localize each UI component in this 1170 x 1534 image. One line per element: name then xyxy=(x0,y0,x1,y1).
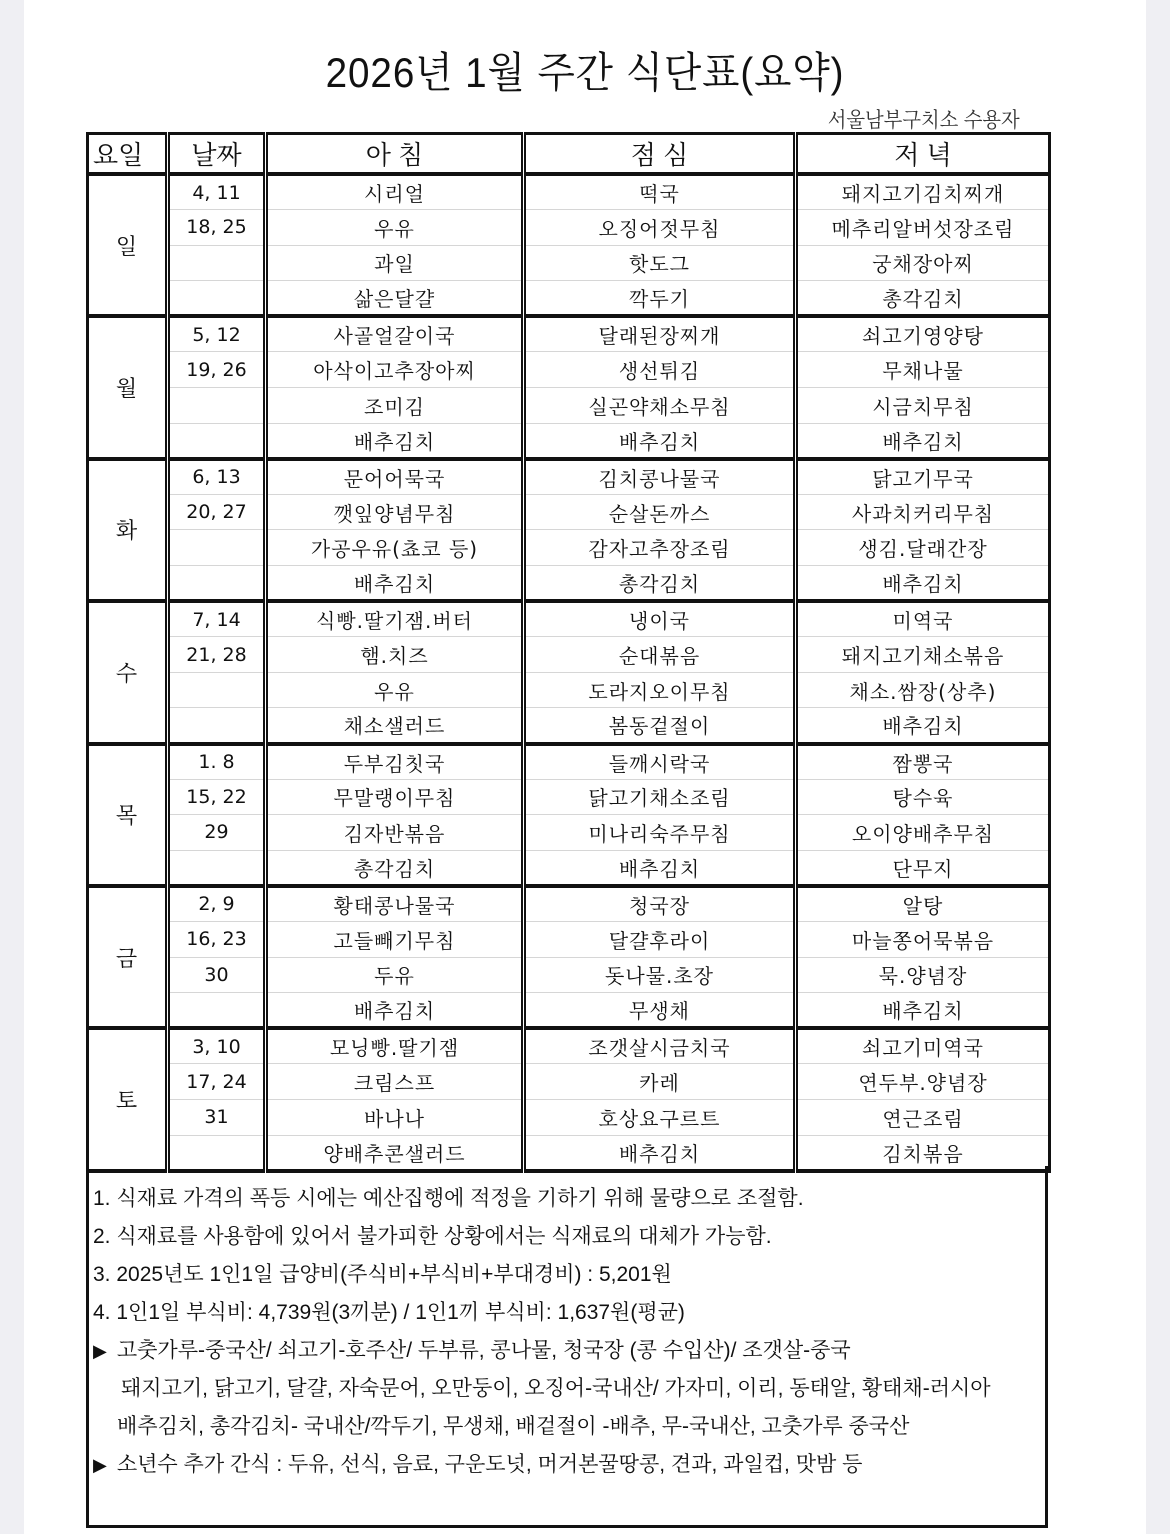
table-row xyxy=(88,1028,1050,1064)
dinner-cell: 단무지 xyxy=(796,850,1050,886)
day-cell: 금 xyxy=(88,886,168,1028)
page-title: 2026년 1월 주간 식단표(요약) xyxy=(325,49,845,96)
date-cell: 17, 24 xyxy=(168,1064,266,1100)
lunch-cell: 배추김치 xyxy=(524,1135,796,1171)
note-1: 1. 식재료 가격의 폭등 시에는 예산집행에 적정을 기하기 위해 물량으로 조절함. xyxy=(93,1187,804,1210)
breakfast-cell: 채소샐러드 xyxy=(266,708,524,744)
breakfast-cell: 두부김칫국 xyxy=(266,744,524,780)
breakfast-cell: 깻잎양념무침 xyxy=(266,494,524,530)
header-date: 날짜 xyxy=(168,134,266,175)
date-cell xyxy=(168,993,266,1029)
lunch-cell: 핫도그 xyxy=(524,245,796,281)
lunch-cell: 카레 xyxy=(524,1064,796,1100)
dinner-cell: 배추김치 xyxy=(796,708,1050,744)
table-row xyxy=(88,530,1050,566)
menu-body xyxy=(88,174,1050,1171)
day-cell: 수 xyxy=(88,601,168,743)
breakfast-cell: 식빵.딸기잼.버터 xyxy=(266,601,524,637)
lunch-cell: 총각김치 xyxy=(524,566,796,602)
table-row xyxy=(88,744,1050,780)
lunch-cell: 깍두기 xyxy=(524,281,796,317)
dinner-cell: 배추김치 xyxy=(796,423,1050,459)
date-cell: 19, 26 xyxy=(168,352,266,388)
breakfast-cell: 무말랭이무침 xyxy=(266,779,524,815)
date-cell: 4, 11 xyxy=(168,174,266,210)
lunch-cell: 김치콩나물국 xyxy=(524,459,796,495)
table-row xyxy=(88,245,1050,281)
dinner-cell: 연두부.양념장 xyxy=(796,1064,1050,1100)
header-day: 요일 xyxy=(88,134,168,175)
triangle-bullet-icon: ▶ xyxy=(93,1455,107,1475)
date-cell xyxy=(168,281,266,317)
lunch-cell: 미나리숙주무침 xyxy=(524,815,796,851)
dinner-cell: 무채나물 xyxy=(796,352,1050,388)
date-cell xyxy=(168,423,266,459)
table-row xyxy=(88,423,1050,459)
table-row xyxy=(88,779,1050,815)
lunch-cell: 순살돈까스 xyxy=(524,494,796,530)
breakfast-cell: 배추김치 xyxy=(266,566,524,602)
table-row xyxy=(88,957,1050,993)
dinner-cell: 돼지고기김치찌개 xyxy=(796,174,1050,210)
breakfast-cell: 가공우유(쵸코 등) xyxy=(266,530,524,566)
breakfast-cell: 과일 xyxy=(266,245,524,281)
lunch-cell: 떡국 xyxy=(524,174,796,210)
table-row xyxy=(88,850,1050,886)
lunch-cell: 실곤약채소무침 xyxy=(524,388,796,424)
table-row xyxy=(88,815,1050,851)
lunch-cell: 생선튀김 xyxy=(524,352,796,388)
table-row xyxy=(88,708,1050,744)
table-row xyxy=(88,672,1050,708)
dinner-cell: 오이양배추무침 xyxy=(796,815,1050,851)
institution-label: 서울남부구치소 수용자 xyxy=(827,109,1020,132)
dinner-cell: 배추김치 xyxy=(796,566,1050,602)
table-row xyxy=(88,886,1050,922)
dinner-cell: 배추김치 xyxy=(796,993,1050,1029)
origin-line-1 xyxy=(93,1332,1041,1370)
day-cell: 월 xyxy=(88,316,168,458)
dinner-cell: 총각김치 xyxy=(796,281,1050,317)
date-cell: 5, 12 xyxy=(168,316,266,352)
table-row xyxy=(88,993,1050,1029)
breakfast-cell: 우유 xyxy=(266,210,524,246)
table-row xyxy=(88,494,1050,530)
dinner-cell: 연근조림 xyxy=(796,1099,1050,1135)
table-row xyxy=(88,281,1050,317)
notes-box xyxy=(86,1166,1048,1528)
table-row xyxy=(88,352,1050,388)
date-cell: 29 xyxy=(168,815,266,851)
dinner-cell: 알탕 xyxy=(796,886,1050,922)
lunch-cell: 감자고추장조림 xyxy=(524,530,796,566)
header-lunch: 점 심 xyxy=(524,134,796,175)
lunch-cell: 봄동겉절이 xyxy=(524,708,796,744)
header-breakfast: 아 침 xyxy=(266,134,524,175)
table-row xyxy=(88,601,1050,637)
lunch-cell: 돗나물.초장 xyxy=(524,957,796,993)
breakfast-cell: 문어어묵국 xyxy=(266,459,524,495)
table-row xyxy=(88,1099,1050,1135)
dinner-cell: 짬뽕국 xyxy=(796,744,1050,780)
date-cell xyxy=(168,708,266,744)
table-row xyxy=(88,1064,1050,1100)
dinner-cell: 탕수육 xyxy=(796,779,1050,815)
lunch-cell: 오징어젓무침 xyxy=(524,210,796,246)
triangle-bullet-icon: ▶ xyxy=(93,1341,107,1361)
table-header-row xyxy=(88,134,1050,175)
dinner-cell: 김치볶음 xyxy=(796,1135,1050,1171)
breakfast-cell: 배추김치 xyxy=(266,423,524,459)
breakfast-cell: 시리얼 xyxy=(266,174,524,210)
breakfast-cell: 배추김치 xyxy=(266,993,524,1029)
snack-text: 소년수 추가 간식 : 두유, 선식, 음료, 구운도넛, 머거본꿀땅콩, 견과, 과일컵, 맛밤 등 xyxy=(116,1453,863,1476)
date-cell: 2, 9 xyxy=(168,886,266,922)
breakfast-cell: 조미김 xyxy=(266,388,524,424)
date-cell: 3, 10 xyxy=(168,1028,266,1064)
note-4: 4. 1인1일 부식비: 4,739원(3끼분) / 1인1끼 부식비: 1,637원(평균) xyxy=(93,1301,685,1324)
date-cell: 31 xyxy=(168,1099,266,1135)
dinner-cell: 사과치커리무침 xyxy=(796,494,1050,530)
date-cell: 16, 23 xyxy=(168,921,266,957)
dinner-cell: 생김.달래간장 xyxy=(796,530,1050,566)
origin-line-3: 배추김치, 총각김치- 국내산/깍두기, 무생채, 배겉절이 -배추, 무-국내산, 고춧가루 중국산 xyxy=(117,1415,910,1438)
lunch-cell: 호상요구르트 xyxy=(524,1099,796,1135)
breakfast-cell: 양배추콘샐러드 xyxy=(266,1135,524,1171)
note-3: 3. 2025년도 1인1일 급양비(주식비+부식비+부대경비) : 5,201원 xyxy=(93,1263,672,1286)
lunch-cell: 조갯살시금치국 xyxy=(524,1028,796,1064)
breakfast-cell: 고들빼기무침 xyxy=(266,921,524,957)
origin-line-2: 돼지고기, 닭고기, 달걀, 자숙문어, 오만둥이, 오징어-국내산/ 가자미, 이리, 동태알, 황태채-러시아 xyxy=(121,1377,991,1400)
lunch-cell: 무생채 xyxy=(524,993,796,1029)
date-cell xyxy=(168,530,266,566)
dinner-cell: 쇠고기영양탕 xyxy=(796,316,1050,352)
lunch-cell: 달걀후라이 xyxy=(524,921,796,957)
table-row xyxy=(88,174,1050,210)
date-cell xyxy=(168,388,266,424)
header-dinner: 저 녁 xyxy=(796,134,1050,175)
document-page xyxy=(24,0,1146,1534)
breakfast-cell: 두유 xyxy=(266,957,524,993)
breakfast-cell: 크림스프 xyxy=(266,1064,524,1100)
breakfast-cell: 우유 xyxy=(266,672,524,708)
date-cell xyxy=(168,245,266,281)
lunch-cell: 순대볶음 xyxy=(524,637,796,673)
dinner-cell: 쇠고기미역국 xyxy=(796,1028,1050,1064)
lunch-cell: 달래된장찌개 xyxy=(524,316,796,352)
lunch-cell: 도라지오이무침 xyxy=(524,672,796,708)
table-row xyxy=(88,388,1050,424)
date-cell xyxy=(168,566,266,602)
table-row xyxy=(88,459,1050,495)
snack-line xyxy=(93,1446,1041,1484)
date-cell: 15, 22 xyxy=(168,779,266,815)
lunch-cell: 들깨시락국 xyxy=(524,744,796,780)
table-row xyxy=(88,637,1050,673)
origin-text-1: 고춧가루-중국산/ 쇠고기-호주산/ 두부류, 콩나물, 청국장 (콩 수입산)/ 조갯살-중국 xyxy=(116,1339,851,1362)
table-row xyxy=(88,921,1050,957)
date-cell: 1. 8 xyxy=(168,744,266,780)
breakfast-cell: 김자반볶음 xyxy=(266,815,524,851)
weekly-menu-table xyxy=(86,132,1051,1173)
breakfast-cell: 사골얼갈이국 xyxy=(266,316,524,352)
lunch-cell: 배추김치 xyxy=(524,850,796,886)
dinner-cell: 묵.양념장 xyxy=(796,957,1050,993)
date-cell: 21, 28 xyxy=(168,637,266,673)
breakfast-cell: 아삭이고추장아찌 xyxy=(266,352,524,388)
breakfast-cell: 총각김치 xyxy=(266,850,524,886)
table-row xyxy=(88,210,1050,246)
day-cell: 토 xyxy=(88,1028,168,1170)
day-cell: 화 xyxy=(88,459,168,601)
lunch-cell: 냉이국 xyxy=(524,601,796,637)
date-cell: 20, 27 xyxy=(168,494,266,530)
lunch-cell: 청국장 xyxy=(524,886,796,922)
date-cell: 18, 25 xyxy=(168,210,266,246)
note-2: 2. 식재료를 사용함에 있어서 불가피한 상황에서는 식재료의 대체가 가능함. xyxy=(93,1225,772,1248)
lunch-cell: 닭고기채소조림 xyxy=(524,779,796,815)
dinner-cell: 마늘쫑어묵볶음 xyxy=(796,921,1050,957)
lunch-cell: 배추김치 xyxy=(524,423,796,459)
breakfast-cell: 바나나 xyxy=(266,1099,524,1135)
table-row xyxy=(88,316,1050,352)
dinner-cell: 닭고기무국 xyxy=(796,459,1050,495)
dinner-cell: 돼지고기채소볶음 xyxy=(796,637,1050,673)
dinner-cell: 궁채장아찌 xyxy=(796,245,1050,281)
dinner-cell: 시금치무침 xyxy=(796,388,1050,424)
day-cell: 일 xyxy=(88,174,168,316)
dinner-cell: 미역국 xyxy=(796,601,1050,637)
date-cell: 7, 14 xyxy=(168,601,266,637)
dinner-cell: 채소.쌈장(상추) xyxy=(796,672,1050,708)
breakfast-cell: 모닝빵.딸기잼 xyxy=(266,1028,524,1064)
date-cell: 6, 13 xyxy=(168,459,266,495)
breakfast-cell: 햄.치즈 xyxy=(266,637,524,673)
breakfast-cell: 황태콩나물국 xyxy=(266,886,524,922)
dinner-cell: 메추리알버섯장조림 xyxy=(796,210,1050,246)
date-cell xyxy=(168,672,266,708)
breakfast-cell: 삶은달걀 xyxy=(266,281,524,317)
date-cell: 30 xyxy=(168,957,266,993)
date-cell xyxy=(168,850,266,886)
table-row xyxy=(88,566,1050,602)
day-cell: 목 xyxy=(88,744,168,886)
